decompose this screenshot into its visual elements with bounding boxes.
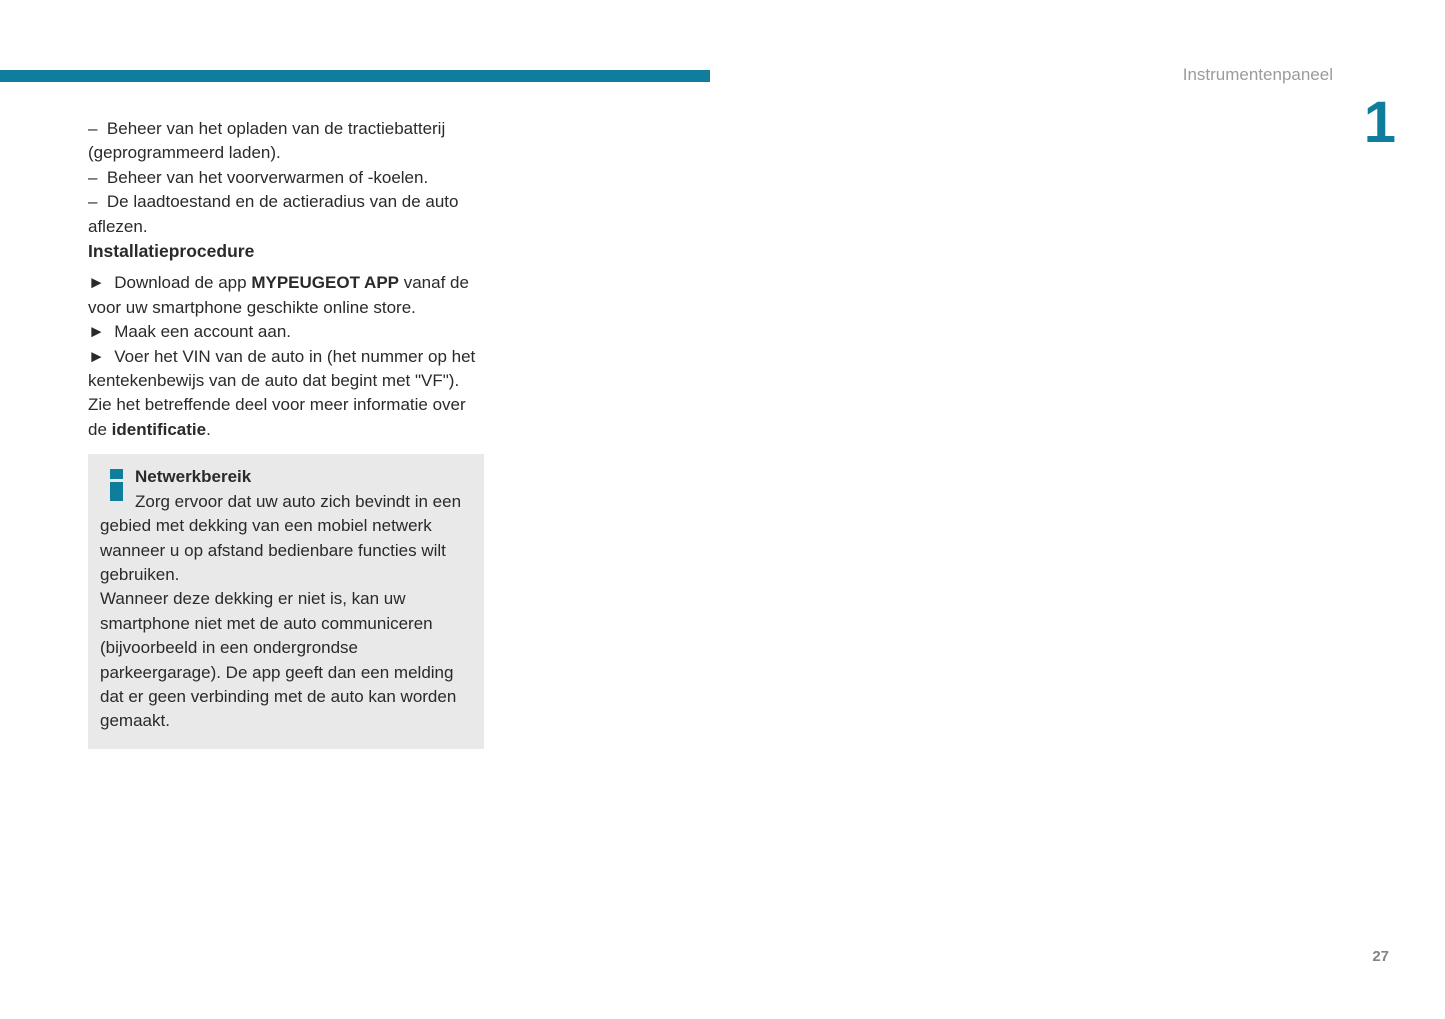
- info-icon-stem: [110, 482, 123, 501]
- step-item: [88, 271, 484, 320]
- info-box-paragraph: Wanneer deze dekking er niet is, kan uw smartphone niet met de auto communiceren (bijvoorbeeld in een ondergrondse parkeergarage). De app geeft dan een melding dat er geen verbinding met de auto kan worden gemaakt.: [100, 589, 457, 731]
- bullet-item: – Beheer van het voorverwarmen of -koelen.: [88, 167, 429, 187]
- step-text: ► Voer het VIN van de auto in (het nummer op het kentekenbewijs van de auto dat begint met "VF"). Zie het betreffende deel voor meer informatie over de: [88, 346, 480, 439]
- info-box-title: Netwerkbereik: [135, 467, 252, 487]
- step-text: vanaf de voor uw smartphone geschikte online store.: [88, 273, 474, 317]
- installation-steps: [88, 271, 484, 442]
- section-title: Instrumentenpaneel: [1182, 65, 1333, 84]
- chapter-number: 1: [1363, 90, 1393, 155]
- info-box: [88, 454, 484, 748]
- step-item: [88, 345, 484, 443]
- info-icon-dot: [110, 469, 123, 479]
- page-number: 27: [1372, 948, 1389, 965]
- step-text: .: [206, 419, 211, 439]
- bullet-item: – Beheer van het opladen van de tractiebatterij (geprogrammeerd laden).: [88, 119, 450, 163]
- step-text: ► Maak een account aan.: [88, 322, 292, 342]
- step-text: ► Download de app: [88, 273, 252, 293]
- info-icon: [110, 469, 123, 501]
- content-column: [88, 117, 484, 749]
- step-text-bold: MYPEUGEOT APP: [251, 273, 399, 293]
- step-item: [88, 320, 484, 344]
- bullet-item: – De laadtoestand en de actieradius van de auto aflezen.: [88, 192, 464, 236]
- header-accent-bar: [0, 70, 710, 82]
- info-box-paragraph: Zorg ervoor dat uw auto zich bevindt in een gebied met dekking van een mobiel netwerk wanneer u op afstand bedienbare functies wilt gebruiken.: [100, 491, 462, 584]
- installation-heading: Installatieprocedure: [88, 241, 255, 262]
- step-text-bold: identificatie: [111, 419, 207, 439]
